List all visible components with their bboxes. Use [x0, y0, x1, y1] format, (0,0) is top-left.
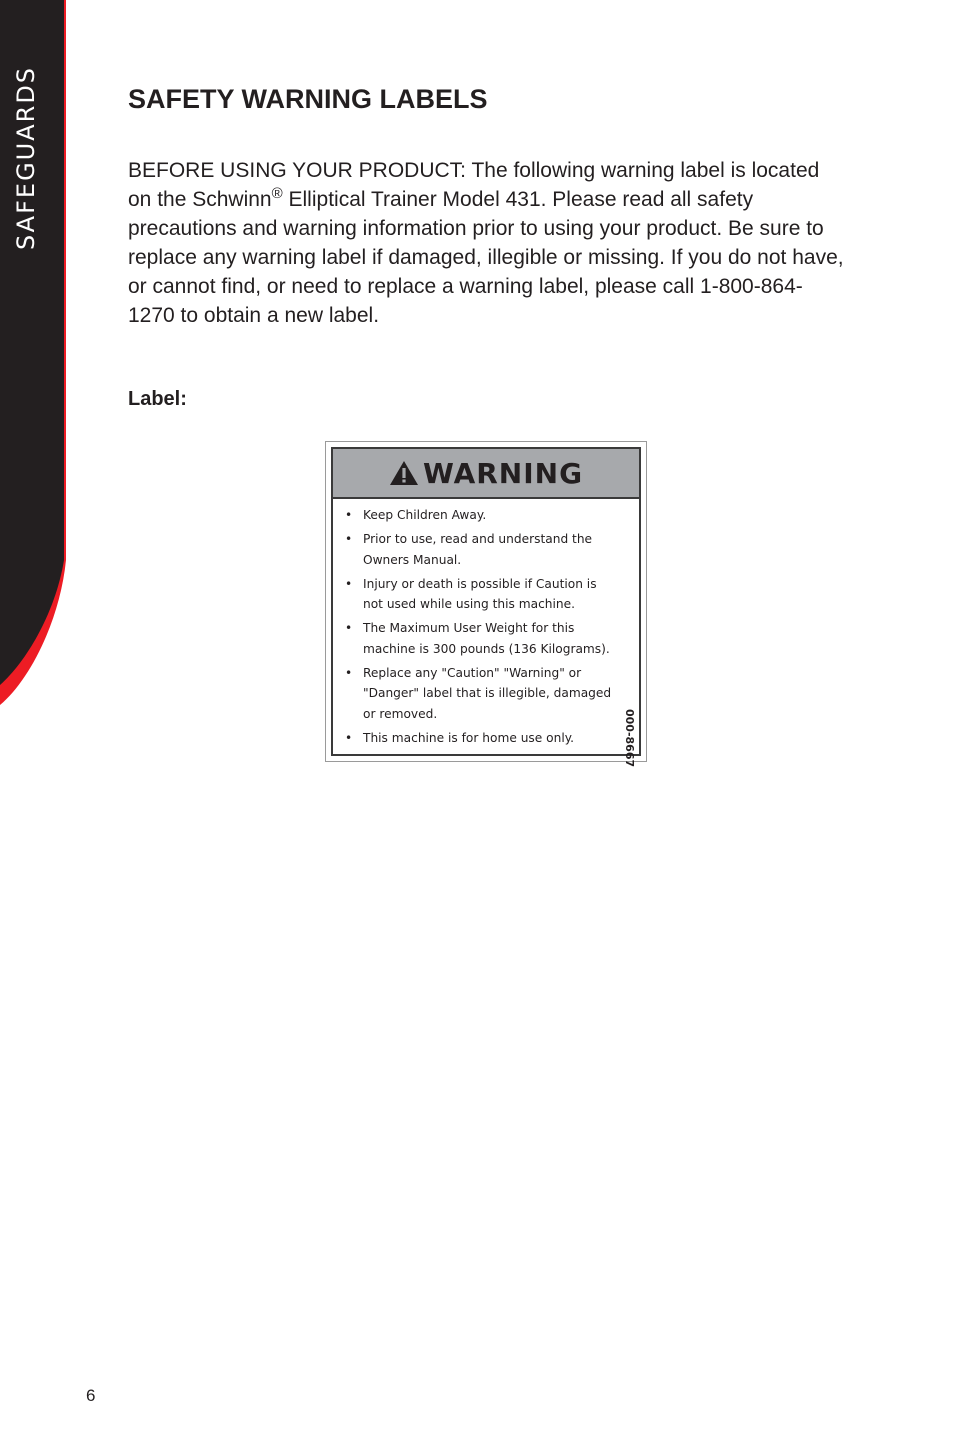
section-label: SAFEGUARDS: [12, 65, 40, 250]
warning-header: [333, 449, 639, 499]
intro-text-part2: Elliptical Trainer Model 431. Please read all safety precautions and warning information prior to using your product. Be sure to replace any warning label if damaged, illegible or missing. If you do not have, or cannot find, or need to replace a warning label, please call 1-800-864-1270 to obtain a new label.: [128, 188, 844, 327]
label-caption: Label:: [128, 388, 187, 410]
intro-paragraph: [128, 156, 844, 330]
registered-mark: ®: [271, 185, 283, 202]
part-number: 000-8667: [623, 709, 636, 768]
warning-title: WARNING: [422, 456, 584, 490]
intro-text-part1: BEFORE USING YOUR PRODUCT: The following warning label is located on the Schwinn: [128, 159, 820, 211]
warning-label: [325, 441, 647, 768]
warning-item: • Injury or death is possible if Caution is not used while using this machine.: [343, 574, 619, 615]
warning-label-frame: [331, 447, 641, 768]
page-heading: SAFETY WARNING LABELS: [128, 84, 488, 114]
warning-list: [333, 499, 639, 748]
warning-item: • Replace any "Caution" "Warning" or "Danger" label that is illegible, damaged or removed.: [343, 663, 619, 725]
warning-item: • Prior to use, read and understand the Owners Manual.: [343, 529, 619, 570]
warning-item: • The Maximum User Weight for this machine is 300 pounds (136 Kilograms).: [343, 618, 619, 659]
page-number: 6: [86, 1386, 96, 1405]
warning-item: • Keep Children Away.: [343, 505, 619, 526]
warning-item: • This machine is for home use only.: [343, 728, 619, 749]
warning-triangle-icon: [389, 460, 419, 486]
side-tab: [0, 0, 66, 720]
